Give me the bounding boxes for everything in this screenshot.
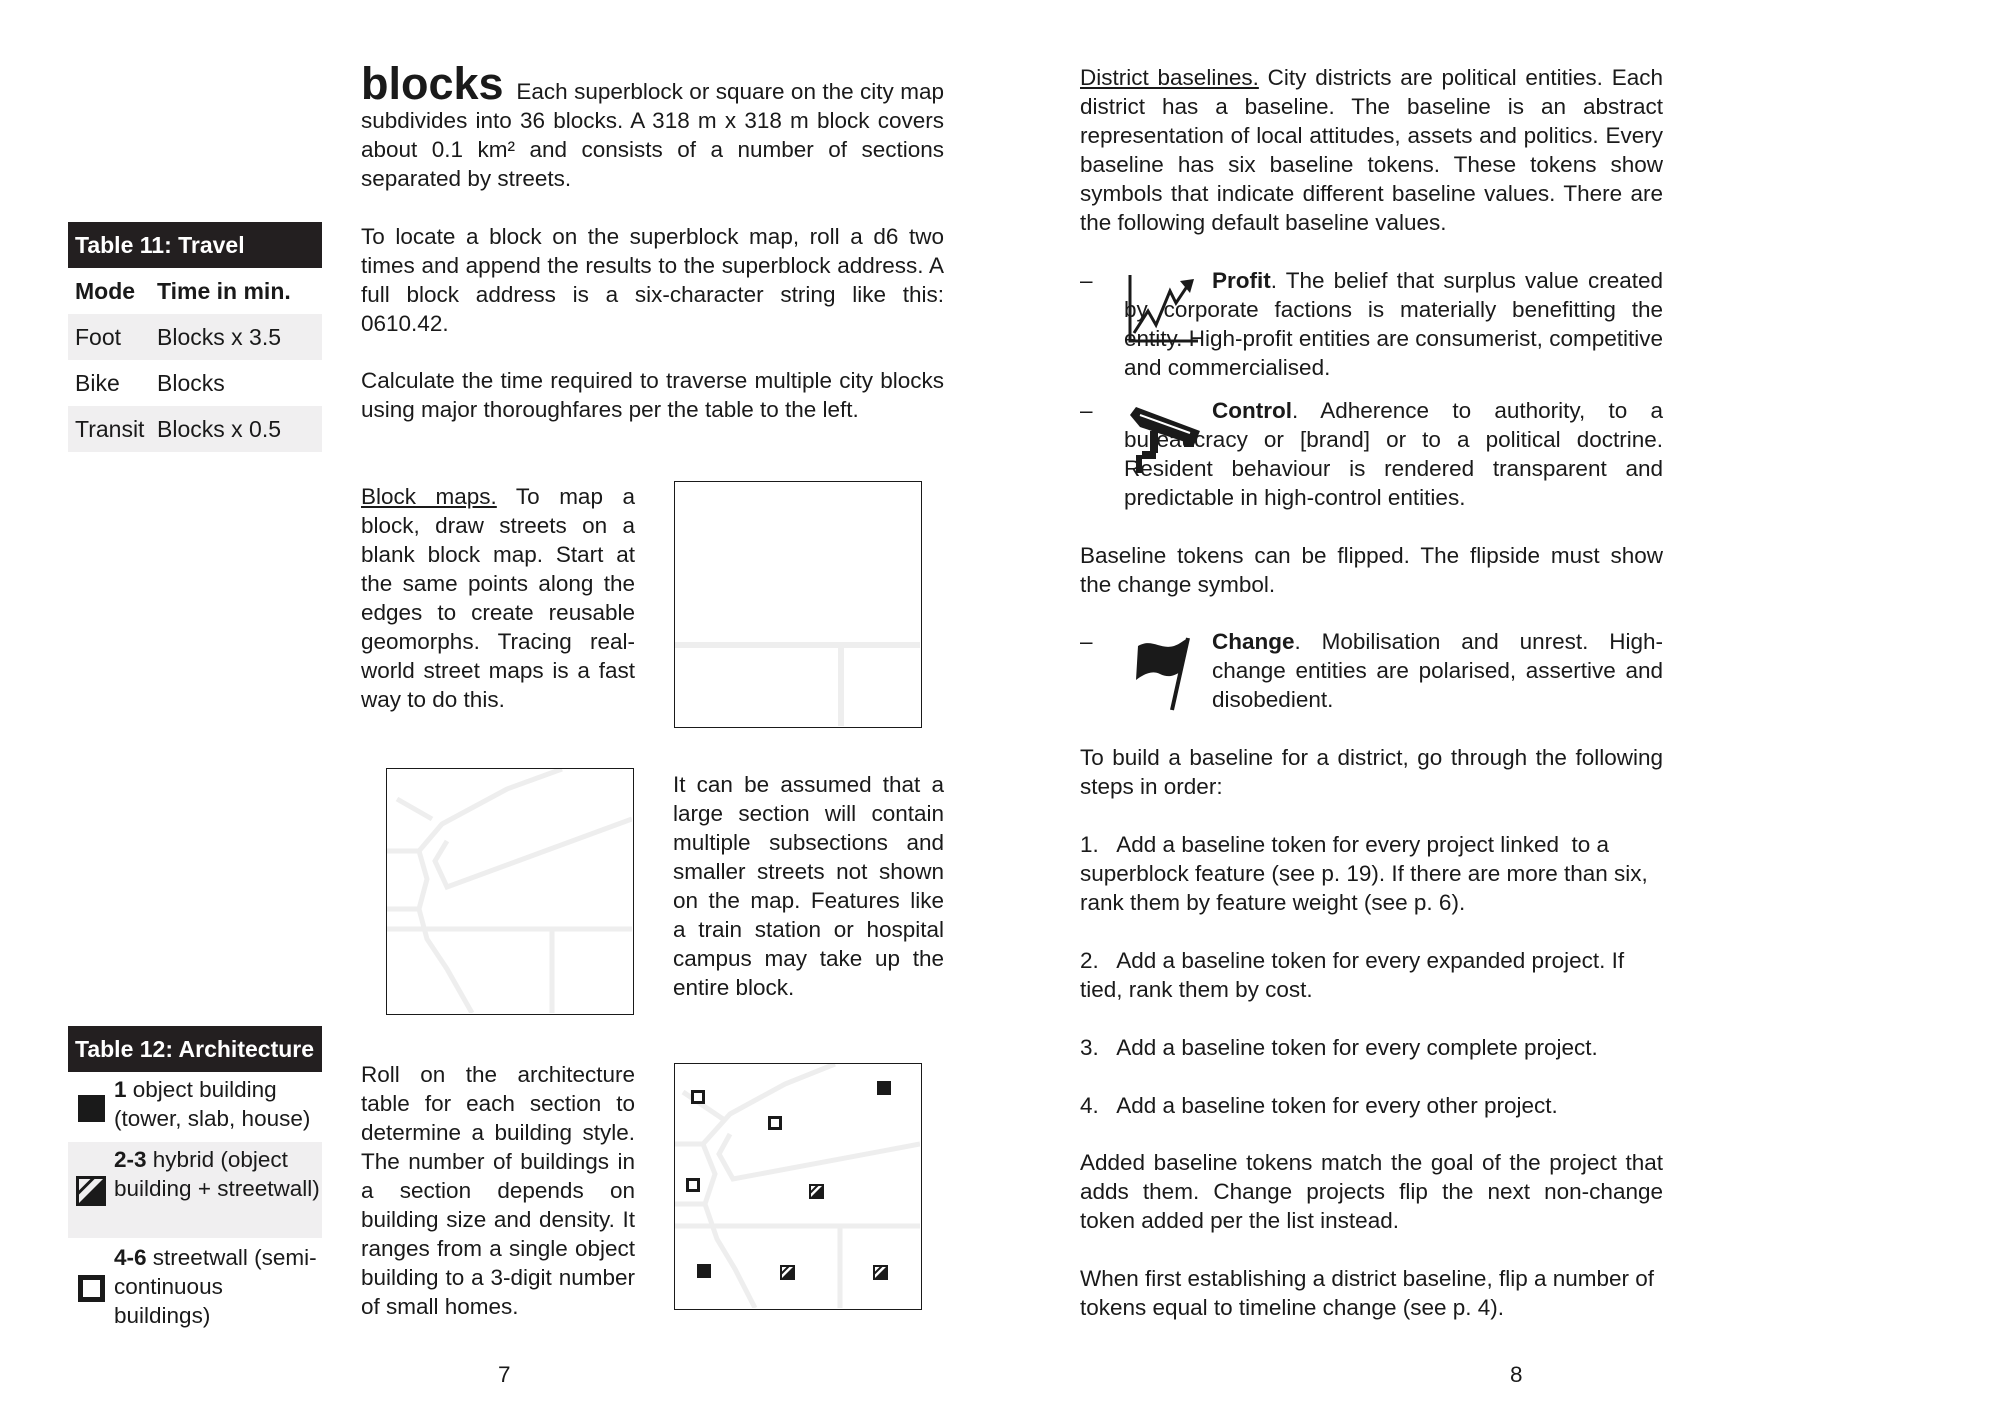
roll-value: 1 xyxy=(114,1077,127,1102)
district-paragraph xyxy=(1080,63,1663,237)
intro-text: Each superblock or square on the city map subdivides into 36 blocks. A 318 m x 318 m block covers about 0.1 km² and consists of a number of sections separated by streets. xyxy=(361,79,944,191)
roll-value: 4-6 xyxy=(114,1245,147,1270)
solid-square-icon xyxy=(877,1081,891,1095)
step-item: 4. Add a baseline token for every other project. xyxy=(1080,1093,1558,1118)
table-cell: Blocks xyxy=(157,369,225,396)
profit-text: . The belief that surplus value created by corporate factions is materially benefitting the entity. High-profit entities are consumerist, competitive and commercialised. xyxy=(1124,268,1663,380)
section-heading: blocks xyxy=(361,58,504,109)
hollow-square-icon xyxy=(686,1178,700,1192)
table-cell: Foot xyxy=(75,323,122,350)
table-cell: Transit xyxy=(75,415,145,442)
step-item: 3. Add a baseline token for every complete project. xyxy=(1080,1035,1598,1060)
locate-paragraph: To locate a block on the superblock map, roll a d6 two times and append the results to the superblock address. A full block address is a six-character string like this: 0610.42. xyxy=(361,224,944,336)
hollow-square-icon xyxy=(768,1116,782,1130)
control-name: Control xyxy=(1212,398,1292,423)
page-number: 7 xyxy=(498,1362,511,1387)
travel-table xyxy=(68,222,322,452)
column-header: Time in min. xyxy=(157,277,291,304)
first-paragraph: When first establishing a district baseline, flip a number of tokens equal to timeline change (see p. 4). xyxy=(1080,1266,1655,1320)
bullet-dash: – xyxy=(1080,268,1093,293)
added-paragraph: Added baseline tokens match the goal of the project that adds them. Change projects flip the next non-change token added per the list instead. xyxy=(1080,1150,1663,1233)
bullet-dash: – xyxy=(1080,629,1093,654)
hybrid-square-icon xyxy=(873,1265,888,1280)
change-name: Change xyxy=(1212,629,1295,654)
table-cell xyxy=(114,1144,322,1238)
flip-paragraph: Baseline tokens can be flipped. The flipside must show the change symbol. xyxy=(1080,543,1663,597)
block-maps-text: To map a block, draw streets on a blank block map. Start at the same points along the edges to create reusable geomorphs. Tracing real-world street maps is a fast way to do this. xyxy=(361,484,635,712)
table-row xyxy=(68,406,322,452)
block-map-simple xyxy=(674,481,922,728)
page-number: 8 xyxy=(1510,1362,1523,1387)
block-map-streets xyxy=(387,769,632,1013)
intro-paragraph xyxy=(361,58,944,193)
block-maps-label: Block maps. xyxy=(361,484,497,509)
block-maps-paragraph xyxy=(361,482,635,714)
district-label: District baselines. xyxy=(1080,65,1259,90)
block-map-streets xyxy=(675,482,920,726)
roll-value: 2-3 xyxy=(114,1147,147,1172)
control-paragraph xyxy=(1124,396,1663,512)
step-item: 2. Add a baseline token for every expanded project. If tied, rank them by cost. xyxy=(1080,948,1631,1002)
bullet-dash: – xyxy=(1080,398,1093,423)
calc-paragraph: Calculate the time required to traverse multiple city blocks using major thoroughfares per the table to the left. xyxy=(361,368,944,422)
table-cell xyxy=(114,1242,322,1334)
assumed-paragraph: It can be assumed that a large section will contain multiple subsections and smaller streets not shown on the map. Features like a train station or hospital campus may take up the entire block. xyxy=(673,772,944,1000)
table-cell: Blocks x 0.5 xyxy=(157,415,281,442)
table-cell xyxy=(114,1074,322,1142)
roll-description: object building (tower, slab, house) xyxy=(114,1077,311,1131)
roll-paragraph: Roll on the architecture table for each section to determine a building style. The number of buildings in a section depends on building size and density. It ranges from a single object building to a 3-digit number of small homes. xyxy=(361,1062,635,1319)
table-cell: Bike xyxy=(75,369,120,396)
waving-flag-icon xyxy=(1130,636,1200,712)
block-map-buildings xyxy=(674,1063,922,1310)
architecture-table xyxy=(68,1026,322,1334)
hybrid-square-icon xyxy=(780,1265,795,1280)
step-item: 1. Add a baseline token for every project linked to a superblock feature (see p. 19). If there are more than six, rank them by feature weight (see p. 6). xyxy=(1080,832,1655,915)
hollow-square-icon xyxy=(78,1275,105,1302)
hybrid-square-icon xyxy=(76,1176,106,1206)
table-row xyxy=(68,1238,322,1334)
table-row xyxy=(68,314,322,360)
district-text: City districts are political entities. Each district has a baseline. The baseline is an abstract representation of local attitudes, assets and politics. Every baseline has six baseline tokens. These tokens show symbols that indicate different baseline values. There are the following default baseline values. xyxy=(1080,65,1663,235)
profit-paragraph xyxy=(1124,266,1663,382)
build-paragraph: To build a baseline for a district, go through the following steps in order: xyxy=(1080,745,1663,799)
table-cell: Blocks x 3.5 xyxy=(157,323,281,350)
travel-table-title: Table 11: Travel xyxy=(68,222,322,268)
change-paragraph xyxy=(1212,627,1663,714)
column-header: Mode xyxy=(75,277,136,304)
control-text: . Adherence to authority, to a bureaucracy or [brand] or to a political doctrine. Resident behaviour is rendered transparent and predictable in high-control entities. xyxy=(1124,398,1663,510)
change-text: . Mobilisation and unrest. High-change entities are polarised, assertive and disobedient. xyxy=(1212,629,1663,712)
architecture-table-title: Table 12: Architecture xyxy=(68,1026,322,1072)
table-row xyxy=(68,1142,322,1238)
profit-name: Profit xyxy=(1212,268,1271,293)
solid-square-icon xyxy=(697,1264,711,1278)
hybrid-square-icon xyxy=(809,1184,824,1199)
block-map-complex xyxy=(386,768,634,1015)
table-row xyxy=(68,1072,322,1142)
solid-square-icon xyxy=(78,1095,105,1122)
table-row xyxy=(68,360,322,406)
roll-description: hybrid (object building + streetwall) xyxy=(114,1147,320,1201)
hollow-square-icon xyxy=(691,1090,705,1104)
table-header-row xyxy=(68,268,322,314)
roll-description: streetwall (semi-continuous buildings) xyxy=(114,1245,317,1328)
